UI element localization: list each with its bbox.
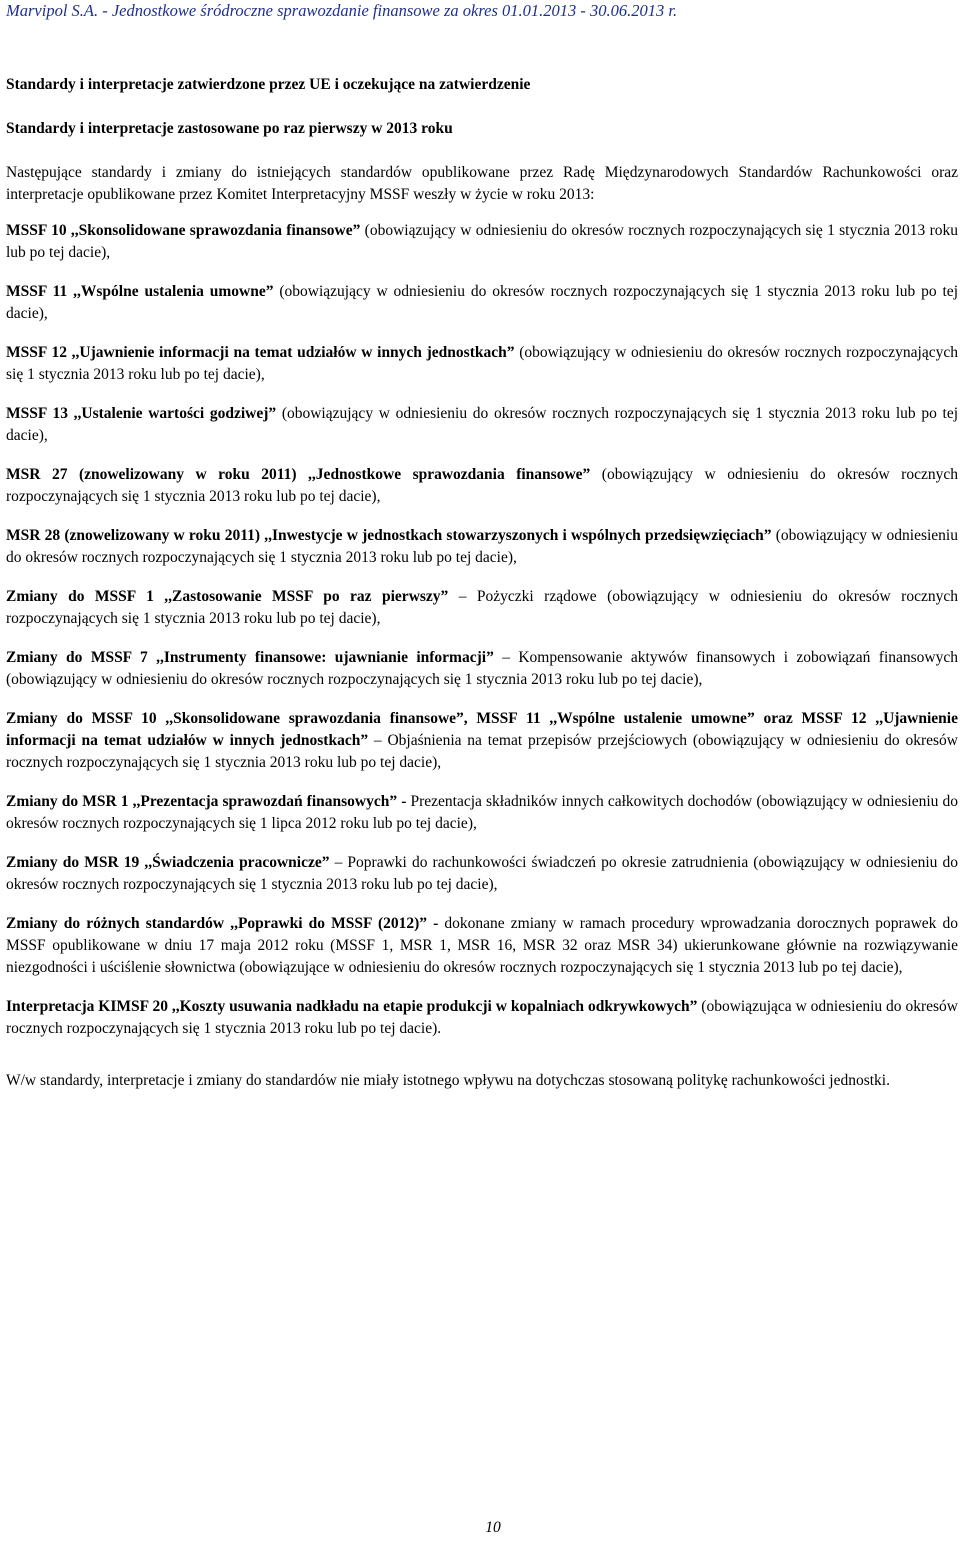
standard-item (6, 791, 958, 835)
standard-item (6, 586, 958, 630)
standard-item (6, 852, 958, 896)
standard-title: Zmiany do MSR 19 ,,Świadczenia pracownicze” (6, 854, 330, 871)
standard-title: Zmiany do MSSF 1 ,,Zastosowanie MSSF po raz pierwszy” (6, 588, 449, 605)
standard-description: (obowiązujący w odniesieniu do okresów rocznych rozpoczynających się 1 stycznia 2013 roku lub po tej dacie), (6, 405, 958, 444)
intro-paragraph: Następujące standardy i zmiany do istniejących standardów opublikowane przez Radę Międzynarodowych Standardów Rachunkowości oraz interpretacje opublikowane przez Komitet Interpretacyjny MSSF weszły w życie w roku 2013: (6, 164, 958, 203)
standard-description: dokonane zmiany w ramach procedury wprowadzania dorocznych poprawek do MSSF opublikowane w dniu 17 maja 2012 roku (MSSF 1, MSR 1, MSR 16, MSR 32 oraz MSR 34) ukierunkowane głównie na rozwiązywanie niezgodności i uściślenie słownictwa (obowiązujące w odniesieniu do okresów rocznych rozpoczynających się 1 stycznia 2013 lub po tej dacie), (6, 915, 959, 976)
standard-title: MSSF 10 ,,Skonsolidowane sprawozdania finansowe” (6, 222, 361, 239)
standard-description: – Objaśnienia na temat przepisów przejściowych (obowiązujący w odniesieniu do okresów rocznych rozpoczynających się 1 stycznia 2013 roku lub po tej dacie), (6, 732, 958, 771)
section-heading: Standardy i interpretacje zatwierdzone przez UE i oczekujące na zatwierdzenie (6, 76, 531, 93)
standard-item (6, 647, 958, 691)
standard-title: MSSF 13 ,,Ustalenie wartości godziwej” (6, 405, 277, 422)
document-body (6, 74, 958, 1092)
standard-item (6, 525, 958, 569)
standard-title: Zmiany do MSR 1 ,,Prezentacja sprawozdań finansowych” - (6, 793, 407, 810)
standard-item (6, 708, 958, 774)
closing-paragraph: W/w standardy, interpretacje i zmiany do standardów nie miały istotnego wpływu na dotychczas stosowaną politykę rachunkowości jednostki. (6, 1072, 890, 1089)
standard-item (6, 464, 958, 508)
standard-description: (obowiązujący w odniesieniu do okresów rocznych rozpoczynających się 1 stycznia 2013 roku lub po tej dacie), (6, 283, 958, 322)
standard-title: Zmiany do różnych standardów ,,Poprawki do MSSF (2012)” - (6, 915, 439, 932)
standard-description: (obowiązująca w odniesieniu do okresów rocznych rozpoczynających się 1 stycznia 2013 roku lub po tej dacie). (6, 998, 958, 1037)
page-number: 10 (485, 1519, 501, 1536)
standard-title: MSR 27 (znowelizowany w roku 2011) ,,Jednostkowe sprawozdania finansowe” (6, 466, 591, 483)
standard-description: (obowiązujący w odniesieniu do okresów rocznych rozpoczynających się 1 stycznia 2013 roku lub po tej dacie), (6, 466, 958, 505)
standard-description: (obowiązujący w odniesieniu do okresów rocznych rozpoczynających się 1 stycznia 2013 roku lub po tej dacie), (6, 527, 958, 566)
standard-item (6, 913, 958, 979)
standard-description: – Pożyczki rządowe (obowiązujący w odniesieniu do okresów rocznych rozpoczynających się 1 stycznia 2013 roku lub po tej dacie), (6, 588, 958, 627)
standard-item (6, 220, 958, 264)
standard-description: – Poprawki do rachunkowości świadczeń po okresie zatrudnienia (obowiązujący w odniesieniu do okresów rocznych rozpoczynających się 1 stycznia 2013 roku lub po tej dacie), (6, 854, 959, 893)
standard-item (6, 403, 958, 447)
standard-description: (obowiązujący w odniesieniu do okresów rocznych rozpoczynających się 1 stycznia 2013 roku lub po tej dacie), (6, 222, 958, 261)
standard-title: MSSF 12 ,,Ujawnienie informacji na temat udziałów w innych jednostkach” (6, 344, 515, 361)
standard-title: Zmiany do MSSF 7 ,,Instrumenty finansowe: ujawnianie informacji” (6, 649, 494, 666)
standard-title: Zmiany do MSSF 10 ,,Skonsolidowane sprawozdania finansowe”, MSSF 11 ,,Wspólne ustalenie umowne” oraz MSSF 12 ,,Ujawnienie informacji na temat udziałów w innych jednostkach” (6, 710, 958, 749)
standard-title: MSSF 11 ,,Wspólne ustalenia umowne” (6, 283, 274, 300)
standard-title: MSR 28 (znowelizowany w roku 2011) ,,Inwestycje w jednostkach stowarzyszonych i wspólnych przedsięwzięciach” (6, 527, 772, 544)
standard-item (6, 281, 958, 325)
page-header: Marvipol S.A. - Jednostkowe śródroczne sprawozdanie finansowe za okres 01.01.2013 - 30.06.2013 r. (6, 1, 678, 20)
standard-title: Interpretacja KIMSF 20 ,,Koszty usuwania nadkładu na etapie produkcji w kopalniach odkrywkowych” (6, 998, 698, 1015)
subsection-heading: Standardy i interpretacje zastosowane po raz pierwszy w 2013 roku (6, 120, 453, 137)
standard-description: – Kompensowanie aktywów finansowych i zobowiązań finansowych (obowiązujący w odniesieniu do okresów rocznych rozpoczynających się 1 stycznia 2013 roku lub po tej dacie), (6, 649, 958, 688)
standard-description: (obowiązujący w odniesieniu do okresów rocznych rozpoczynających się 1 stycznia 2013 roku lub po tej dacie), (6, 344, 958, 383)
standard-item (6, 996, 958, 1040)
standard-description: Prezentacja składników innych całkowitych dochodów (obowiązujący w odniesieniu do okresów rocznych rozpoczynających się 1 lipca 2012 roku lub po tej dacie), (6, 793, 959, 832)
standard-item (6, 342, 958, 386)
